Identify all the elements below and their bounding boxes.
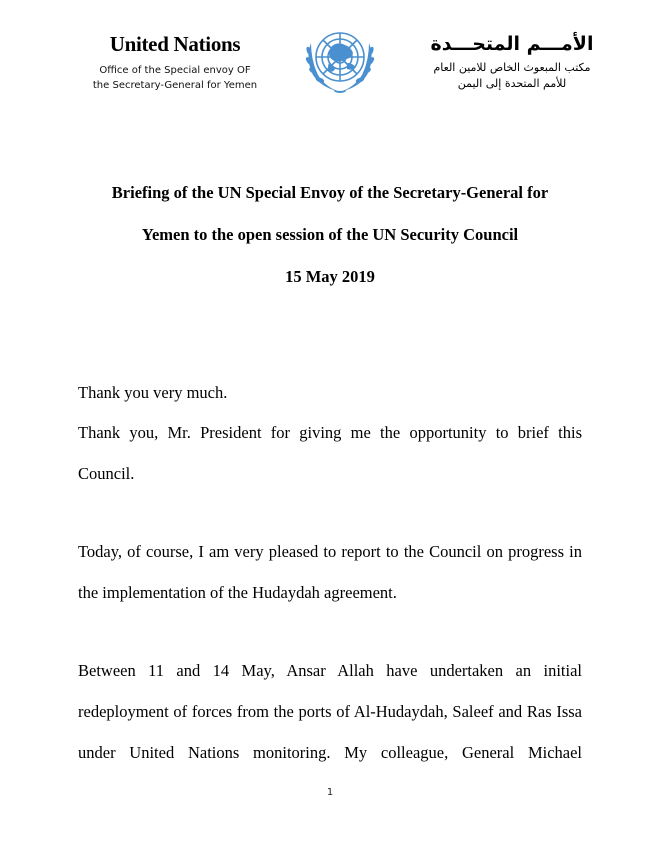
letterhead-english	[60, 31, 290, 93]
letterhead-arabic	[412, 30, 612, 92]
title-date: 15 May 2019	[285, 267, 375, 286]
paragraph-text: Thank you very much.	[78, 383, 228, 402]
body-paragraph	[78, 372, 582, 413]
org-name: United Nations	[109, 32, 241, 56]
paragraph-text: Today, of course, I am very pleased to report to the Council on progress in the implementation of the Hudaydah agreement.	[78, 542, 582, 602]
body-paragraph	[78, 531, 582, 613]
office-subtitle	[60, 63, 290, 93]
office-line: Office of the Special envoy OF	[99, 65, 251, 76]
un-emblem-icon	[301, 25, 379, 97]
paragraph-text: Thank you, Mr. President for giving me the opportunity to brief this Council.	[78, 423, 582, 483]
office-subtitle-arabic	[412, 60, 612, 92]
body-paragraph	[78, 412, 582, 494]
title-line: Briefing of the UN Special Envoy of the Secretary-General for	[111, 183, 549, 202]
office-line-arabic: مكتب المبعوث الخاص للامين العام	[433, 61, 591, 74]
title-line: Yemen to the open session of the UN Security Council	[141, 225, 519, 244]
page-number: 1	[326, 787, 334, 798]
body-paragraph	[78, 650, 582, 773]
document-title	[60, 181, 600, 307]
office-line: the Secretary-General for Yemen	[92, 80, 258, 91]
office-line-arabic: للأمم المتحدة إلى اليمن	[457, 77, 567, 90]
paragraph-text: Between 11 and 14 May, Ansar Allah have undertaken an initial redeployment of forces from the ports of Al-Hudaydah, Saleef and Ras Issa under United Nations monitoring. My colleague, General Michael	[78, 661, 582, 762]
org-name-arabic: الأمـــم المتحـــدة	[430, 33, 594, 55]
